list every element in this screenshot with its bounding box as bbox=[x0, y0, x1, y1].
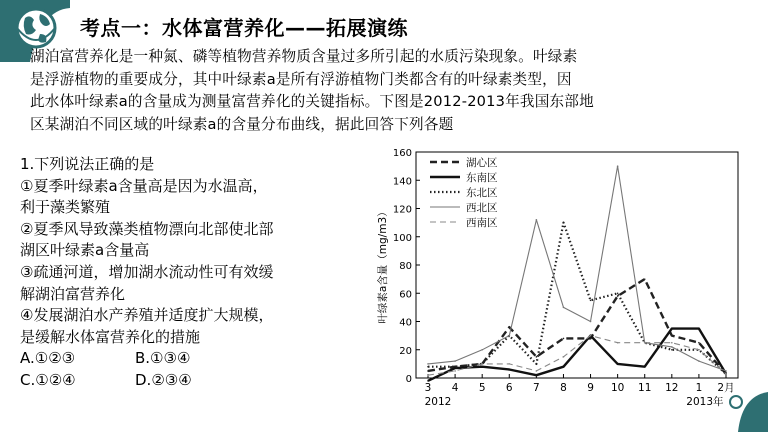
data-point bbox=[563, 366, 565, 368]
data-point bbox=[536, 363, 538, 365]
legend-label: 东南区 bbox=[466, 172, 498, 184]
x-year-label: 2012 bbox=[424, 396, 452, 408]
y-tick-label: 120 bbox=[392, 204, 412, 216]
y-tick-label: 60 bbox=[399, 289, 412, 301]
data-point bbox=[454, 370, 456, 372]
data-point bbox=[481, 363, 483, 365]
question-line: 是缓解水体富营养化的措施 bbox=[20, 327, 201, 346]
question-line: ②夏季风导致藻类植物漂向北部使北部 bbox=[20, 219, 274, 238]
y-tick-label: 100 bbox=[392, 232, 412, 244]
option-c[interactable]: C.①②④ bbox=[20, 370, 76, 389]
data-point bbox=[427, 366, 429, 368]
data-point bbox=[563, 356, 565, 358]
intro-line: 是浮游植物的重要成分，其中叶绿素a是所有浮游植物门类都含有的叶绿素类型，因 bbox=[30, 70, 572, 88]
options-row bbox=[20, 348, 365, 370]
data-point bbox=[671, 346, 673, 348]
data-point bbox=[563, 338, 565, 340]
y-tick-label: 20 bbox=[399, 345, 412, 357]
option-a[interactable]: A.①②③ bbox=[20, 349, 76, 368]
data-point bbox=[671, 335, 673, 337]
y-tick-label: 160 bbox=[392, 148, 412, 159]
data-point bbox=[427, 380, 429, 382]
intro-line: 区某湖泊不同区域的叶绿素a的含量分布曲线，据此回答下列各题 bbox=[30, 115, 454, 133]
data-point bbox=[671, 349, 673, 351]
data-point bbox=[563, 222, 565, 224]
data-point bbox=[481, 366, 483, 368]
y-tick-label: 80 bbox=[399, 261, 412, 272]
data-point bbox=[508, 335, 510, 337]
intro-paragraph bbox=[30, 46, 752, 136]
x-tick-label: 12 bbox=[665, 382, 679, 394]
corner-decoration bbox=[722, 362, 768, 432]
data-point bbox=[590, 321, 592, 323]
data-point bbox=[427, 374, 429, 376]
x-year-label: 2013年 bbox=[686, 396, 724, 408]
data-point bbox=[454, 367, 456, 369]
x-tick-label: 6 bbox=[505, 382, 513, 394]
legend-label: 西南区 bbox=[466, 217, 498, 229]
question-block bbox=[20, 154, 365, 392]
data-point bbox=[617, 165, 619, 167]
data-point bbox=[508, 326, 510, 328]
options-row bbox=[20, 370, 365, 392]
x-tick-label: 1 bbox=[695, 382, 703, 394]
data-point bbox=[671, 328, 673, 330]
data-point bbox=[427, 363, 429, 365]
data-point bbox=[481, 349, 483, 351]
data-point bbox=[536, 374, 538, 376]
option-b[interactable]: B.①③④ bbox=[135, 349, 191, 368]
data-point bbox=[427, 370, 429, 372]
option-d[interactable]: D.②③④ bbox=[135, 370, 192, 389]
x-tick-label: 2月 bbox=[717, 382, 735, 394]
x-tick-label: 8 bbox=[560, 382, 567, 394]
series-line-西南区 bbox=[428, 336, 726, 376]
data-point bbox=[563, 307, 565, 309]
data-point bbox=[617, 342, 619, 344]
data-point bbox=[671, 342, 673, 344]
intro-line: 湖泊富营养化是一种氮、磷等植物营养物质含量过多所引起的水质污染现象。叶绿素 bbox=[30, 48, 578, 65]
data-point bbox=[508, 363, 510, 365]
x-tick-label: 3 bbox=[424, 382, 432, 394]
legend-label: 西北区 bbox=[466, 202, 498, 214]
data-point bbox=[617, 292, 619, 294]
x-tick-label: 7 bbox=[533, 382, 540, 394]
data-point bbox=[644, 278, 646, 280]
x-tick-label: 11 bbox=[638, 382, 652, 394]
x-tick-label: 9 bbox=[587, 382, 594, 394]
data-point bbox=[644, 342, 646, 344]
y-tick-label: 40 bbox=[399, 317, 412, 329]
legend-label: 东北区 bbox=[466, 187, 498, 199]
question-line: 利于藻类繁殖 bbox=[20, 198, 111, 217]
question-line: ①夏季叶绿素a含量高是因为水温高， bbox=[20, 176, 268, 195]
y-tick-label: 0 bbox=[405, 374, 412, 385]
page-title: 考点一：水体富营养化——拓展演练 bbox=[80, 16, 408, 40]
series-line-湖心区 bbox=[428, 279, 726, 374]
question-line: 1.下列说法正确的是 bbox=[20, 155, 155, 173]
data-point bbox=[508, 369, 510, 371]
x-tick-label: 5 bbox=[478, 382, 486, 394]
question-line: ③疏通河道，增加湖水流动性可有效缓 bbox=[20, 262, 274, 281]
question-line: 解湖泊富营养化 bbox=[20, 284, 126, 303]
data-point bbox=[590, 300, 592, 302]
data-point bbox=[454, 366, 456, 368]
x-tick-label: 4 bbox=[451, 382, 459, 394]
data-point bbox=[454, 360, 456, 362]
chlorophyll-line-chart bbox=[368, 140, 758, 418]
data-point bbox=[698, 349, 700, 351]
intro-line: 此水体叶绿素a的含量成为测量富营养化的关键指标。下图是2012-2013年我国东部地 bbox=[30, 93, 594, 110]
data-point bbox=[536, 370, 538, 372]
data-point bbox=[590, 335, 592, 337]
data-point bbox=[644, 366, 646, 368]
data-point bbox=[698, 328, 700, 330]
data-point bbox=[698, 360, 700, 362]
data-point bbox=[536, 219, 538, 221]
data-point bbox=[698, 342, 700, 344]
question-line: ④发展湖泊水产养殖并适度扩大规模， bbox=[20, 306, 274, 325]
question-line: 湖区叶绿素a含量高 bbox=[20, 241, 150, 260]
series-line-东南区 bbox=[428, 329, 726, 381]
legend-label: 湖心区 bbox=[466, 157, 498, 169]
data-point bbox=[617, 363, 619, 365]
y-tick-label: 140 bbox=[392, 176, 412, 188]
x-tick-label: 10 bbox=[610, 382, 625, 394]
y-axis-label: 叶绿素a含量（mg/m3） bbox=[377, 206, 389, 324]
plot-frame bbox=[416, 152, 738, 378]
